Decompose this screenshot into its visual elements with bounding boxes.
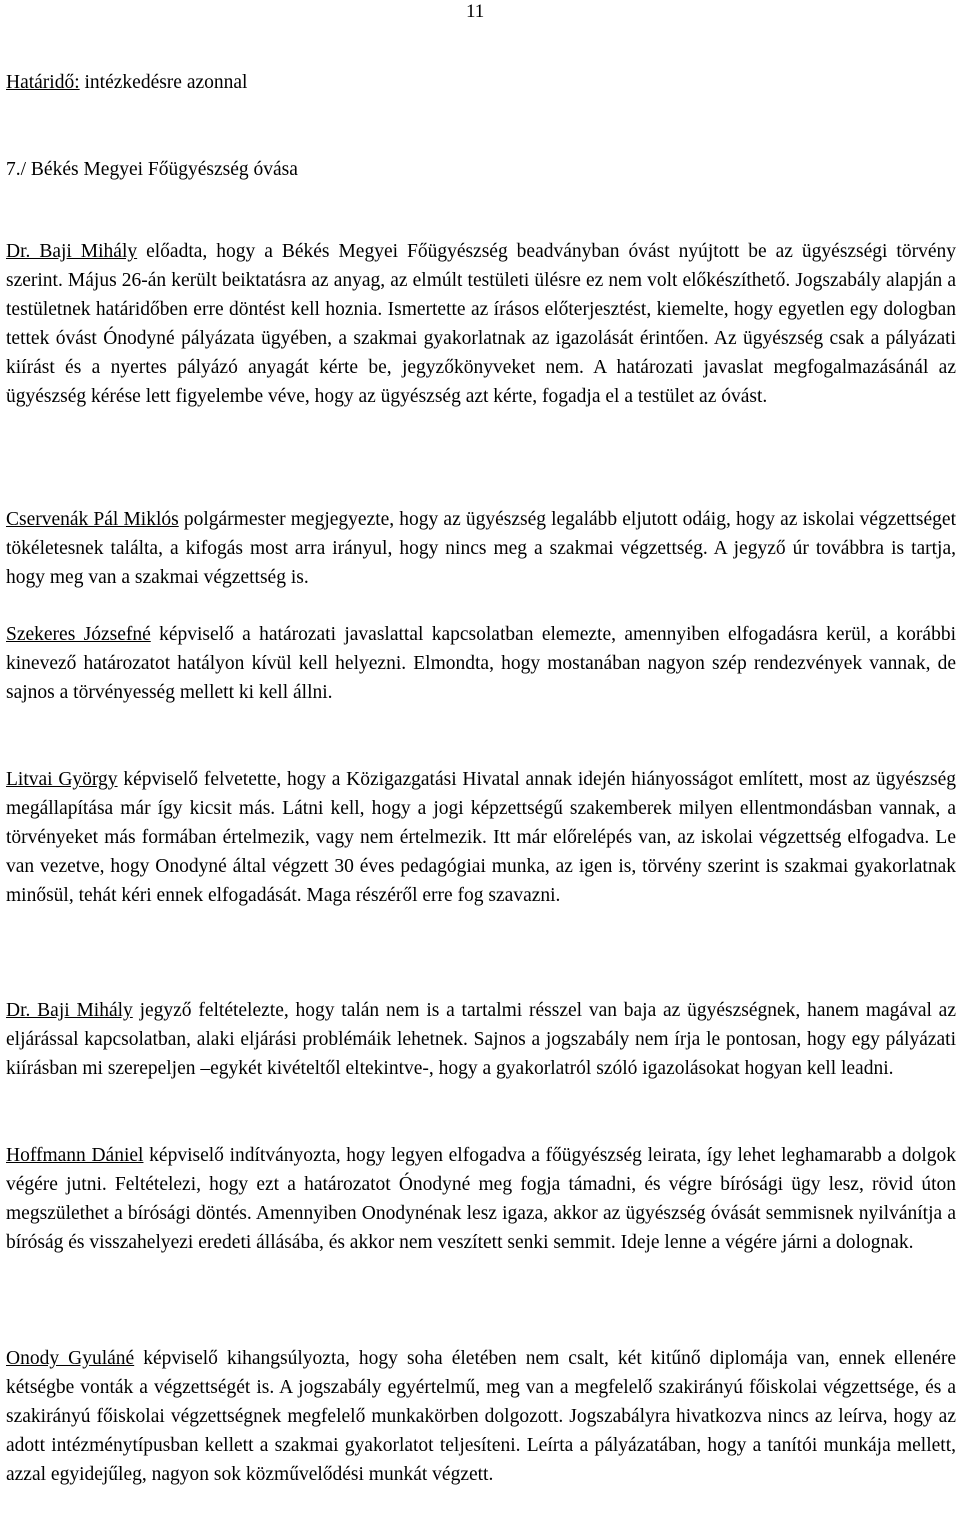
paragraph-litvai: [6, 765, 956, 910]
paragraph-baji-2: [6, 996, 956, 1083]
speaker-name: Onody Gyuláné: [6, 1348, 135, 1369]
page-number: 11: [466, 1, 485, 22]
paragraph-text: képviselő kihangsúlyozta, hogy soha életében nem csalt, két kitűnő diplomája van, ennek ellenére kétségbe vonták a végzettségét is. A jogszabály egyértelmű, meg van a megfelelő szakirányú főiskolai végzettsége, és a szakirányú főiskolai végzettségnek megfelelő munkakörben dolgozott. Jogszabályra hivatkozva nincs az leírva, hogy az adott intézménytípusban kellett a szakmai gyakorlatot teljesíteni. Leírta a pályázatában, hogy a tanítói munkája mellett, azzal egyidejűleg, nagyon sok közművelődési munkát végzett.: [6, 1348, 956, 1485]
speaker-name: Dr. Baji Mihály: [6, 241, 138, 262]
paragraph-cservenak: [6, 505, 956, 592]
paragraph-hoffmann: [6, 1141, 956, 1257]
paragraph-text: képviselő a határozati javaslattal kapcsolatban elemezte, amennyiben elfogadásra kerül, a korábbi kinevező határozatot hatályon kívül kell helyezni. Elmondta, hogy mostanában nagyon szép rendezvények vannak, de sajnos a törvényesség mellett ki kell állni.: [6, 624, 956, 703]
speaker-name: Dr. Baji Mihály: [6, 1000, 133, 1021]
paragraph-baji-1: [6, 237, 956, 411]
paragraph-text: képviselő indítványozta, hogy legyen elfogadva a főügyészség leirata, így lehet leghamarabb a dolgok végére jutni. Feltételezi, hogy ezt a határozatot Ónodyné meg fogja támadni, és végre bírósági ügy lesz, rövid úton megszülethet a bírósági döntés. Amennyiben Onodynénak lesz igaza, akkor az ügyészség óvását semmisnek nyilvánítja a bíróság és visszahelyezi eredeti állásába, és akkor nem veszített senki semmit. Ideje lenne a végére járni a dolognak.: [6, 1145, 956, 1253]
speaker-name: Litvai György: [6, 769, 118, 790]
paragraph-onody: [6, 1344, 956, 1489]
paragraph-szekeres: [6, 620, 956, 707]
deadline-label: Határidő:: [6, 72, 80, 93]
paragraph-text: képviselő felvetette, hogy a Közigazgatási Hivatal annak idején hiányosságot említett, most az ügyészség megállapítása már így kicsit más. Látni kell, hogy a jogi képzettségű szakemberek milyen ellentmondásban vannak, a törvényeket más formában értelmezik, vagy nem értelmezik. Itt már előrelépés van, az iskolai végzettség elfogadva. Le van vezetve, hogy Onodyné által végzett 30 éves pedagógiai munka, az igen is, törvény szerint is szakmai gyakorlatnak minősül, tehát kéri ennek elfogadását. Maga részéről erre fog szavazni.: [6, 769, 956, 906]
deadline-value: intézkedésre azonnal: [79, 72, 248, 93]
paragraph-text: előadta, hogy a Békés Megyei Főügyészség beadványban óvást nyújtott be az ügyészségi törvény szerint. Május 26-án került beiktatásra az anyag, az elmúlt testületi ülésre ez nem volt előkészíthető. Jogszabály alapján a testületnek határidőben erre döntést kell hoznia. Ismertette az írásos előterjesztést, kiemelte, hogy egyetlen egy dologban tettek óvást Ónodyné pályázata ügyében, a szakmai gyakorlatnak az igazolását érintően. Az ügyészség csak a pályázati kiírást és a nyertes pályázó anyagát kérte be, jegyzőkönyveket nem. A határozati javaslat megfogalmazásánál az ügyészség kérése lett figyelembe véve, hogy az ügyészség azt kérte, fogadja el a testület az óvást.: [6, 241, 956, 407]
speaker-name: Szekeres Józsefné: [6, 624, 151, 645]
section-heading: 7./ Békés Megyei Főügyészség óvása: [6, 159, 298, 180]
paragraph-text: jegyző feltételezte, hogy talán nem is a tartalmi résszel van baja az ügyészségnek, hanem magával az eljárással kapcsolatban, alaki eljárási problémáik lehetnek. Sajnos a jogszabály nem írja le pontosan, hogy egy pályázati kiírásban mi szerepeljen –egykét kivételtől eltekintve-, hogy a gyakorlatról szóló igazolásokat hogyan kell leadni.: [6, 1000, 956, 1079]
speaker-name: Hoffmann Dániel: [6, 1145, 144, 1166]
speaker-name: Cservenák Pál Miklós: [6, 509, 179, 530]
deadline-line: [6, 68, 247, 97]
paragraph-text: polgármester megjegyezte, hogy az ügyészség legalább eljutott odáig, hogy az iskolai végzettséget tökéletesnek találta, a kifogás most arra irányul, hogy nincs meg a szakmai végzettség. A jegyző úr továbbra is tartja, hogy meg van a szakmai végzettség is.: [6, 509, 956, 588]
